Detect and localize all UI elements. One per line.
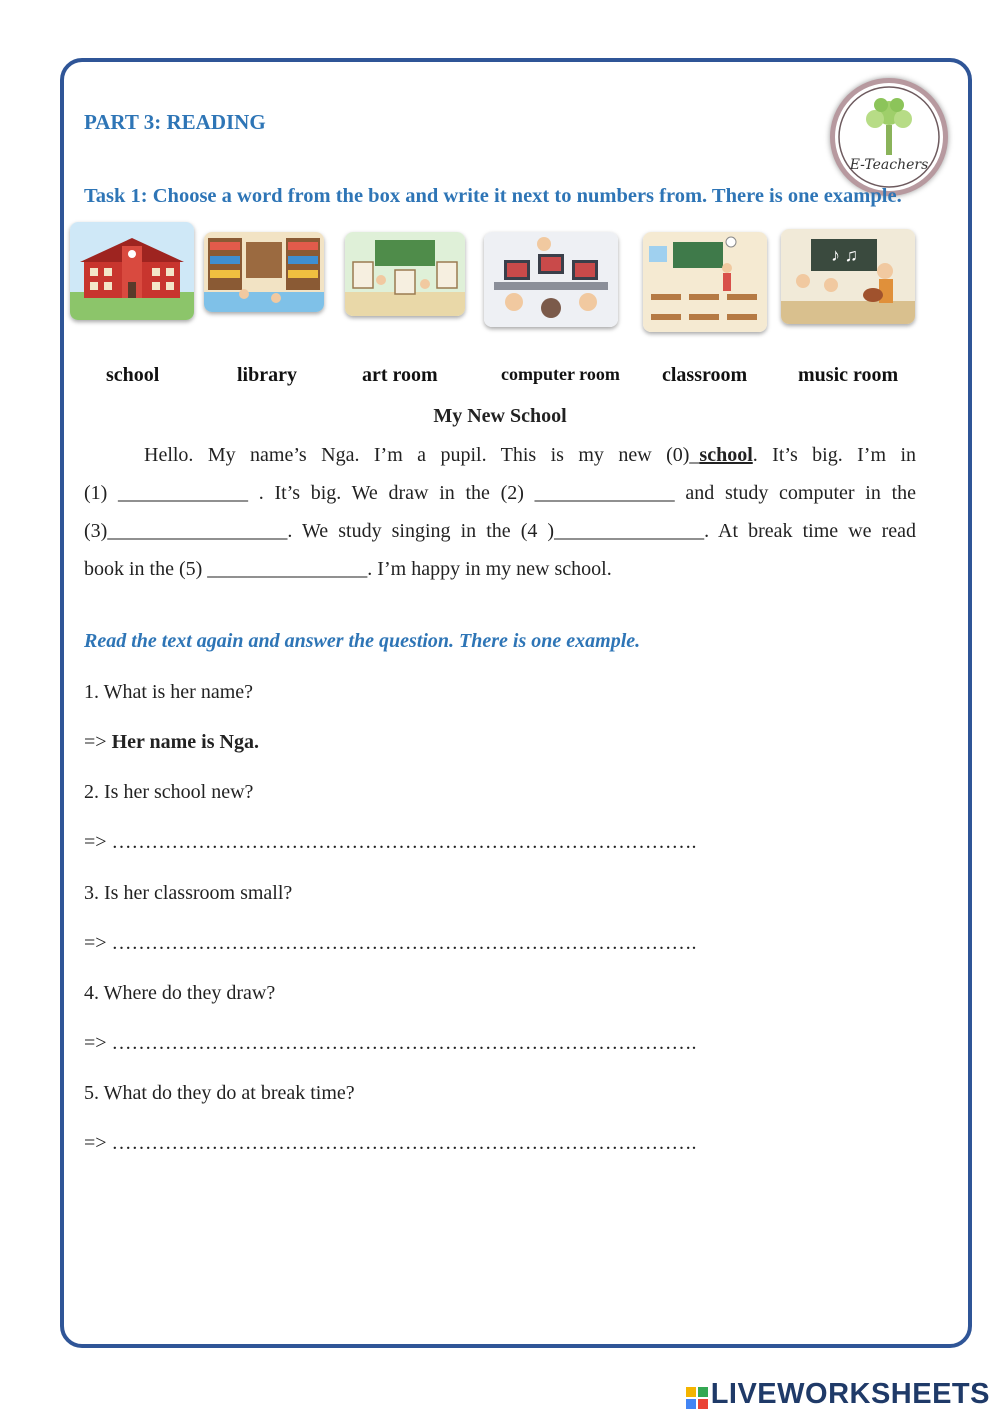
word-music-room: music room [798, 364, 899, 386]
svg-text:♪ ♫: ♪ ♫ [831, 245, 858, 265]
story-line-1-b: . It’s big. I’m in [752, 444, 916, 466]
e-teachers-logo [830, 78, 948, 196]
answer-1 [84, 731, 259, 754]
question-4: 4. Where do they draw? [84, 982, 276, 1004]
word-school: school [106, 364, 160, 386]
answer-1-prefix: => [84, 731, 112, 753]
school-picture [70, 222, 194, 320]
answer-2-blank[interactable]: => ……………………………………………………………………………. [84, 831, 697, 853]
question-1: 1. What is her name? [84, 681, 254, 703]
task-title: Task 1: Choose a word from the box and write it next to numbers from. There is one example. [84, 185, 902, 207]
word-computer-room: computer room [501, 364, 620, 384]
classroom-picture [643, 232, 767, 332]
question-3: 3. Is her classroom small? [84, 882, 293, 904]
story-line-4: book in the (5) ________________. I’m happy in my new school. [84, 558, 612, 580]
example-answer: school [699, 444, 753, 466]
word-art-room: art room [362, 364, 438, 386]
music-room-picture [781, 229, 915, 324]
brand-text: LIVEWORKSHEETS [710, 1378, 990, 1410]
answer-3-blank[interactable]: => ……………………………………………………………………………. [84, 932, 697, 954]
word-library: library [237, 364, 297, 386]
story-line-3: (3)__________________. We study singing in the (4 )_______________. At break time we read [84, 520, 916, 542]
answer-5-blank[interactable]: => ……………………………………………………………………………. [84, 1132, 697, 1154]
answer-4-blank[interactable]: => ……………………………………………………………………………. [84, 1032, 697, 1054]
logo-text: E-Teachers [849, 157, 929, 173]
library-picture [204, 232, 324, 312]
question-5: 5. What do they do at break time? [84, 1082, 355, 1104]
liveworksheets-icon [686, 1384, 708, 1406]
answer-1-text: Her name is Nga. [111, 731, 259, 753]
liveworksheets-brand [686, 1378, 990, 1411]
story-line-1-a: Hello. My name’s Nga. I’m a pupil. This is my new (0)_ [144, 444, 700, 466]
word-classroom: classroom [662, 364, 748, 386]
part-title: PART 3: READING [84, 110, 266, 134]
question-2: 2. Is her school new? [84, 781, 254, 803]
story-line-2: (1) _____________ . It’s big. We draw in the (2) ______________ and study computer in the [84, 482, 916, 504]
art-room-picture [345, 232, 465, 316]
computer-room-picture [484, 232, 618, 327]
story-line-1 [84, 436, 916, 474]
questions-instruction: Read the text again and answer the question. There is one example. [84, 630, 641, 652]
story-title: My New School [433, 405, 567, 427]
